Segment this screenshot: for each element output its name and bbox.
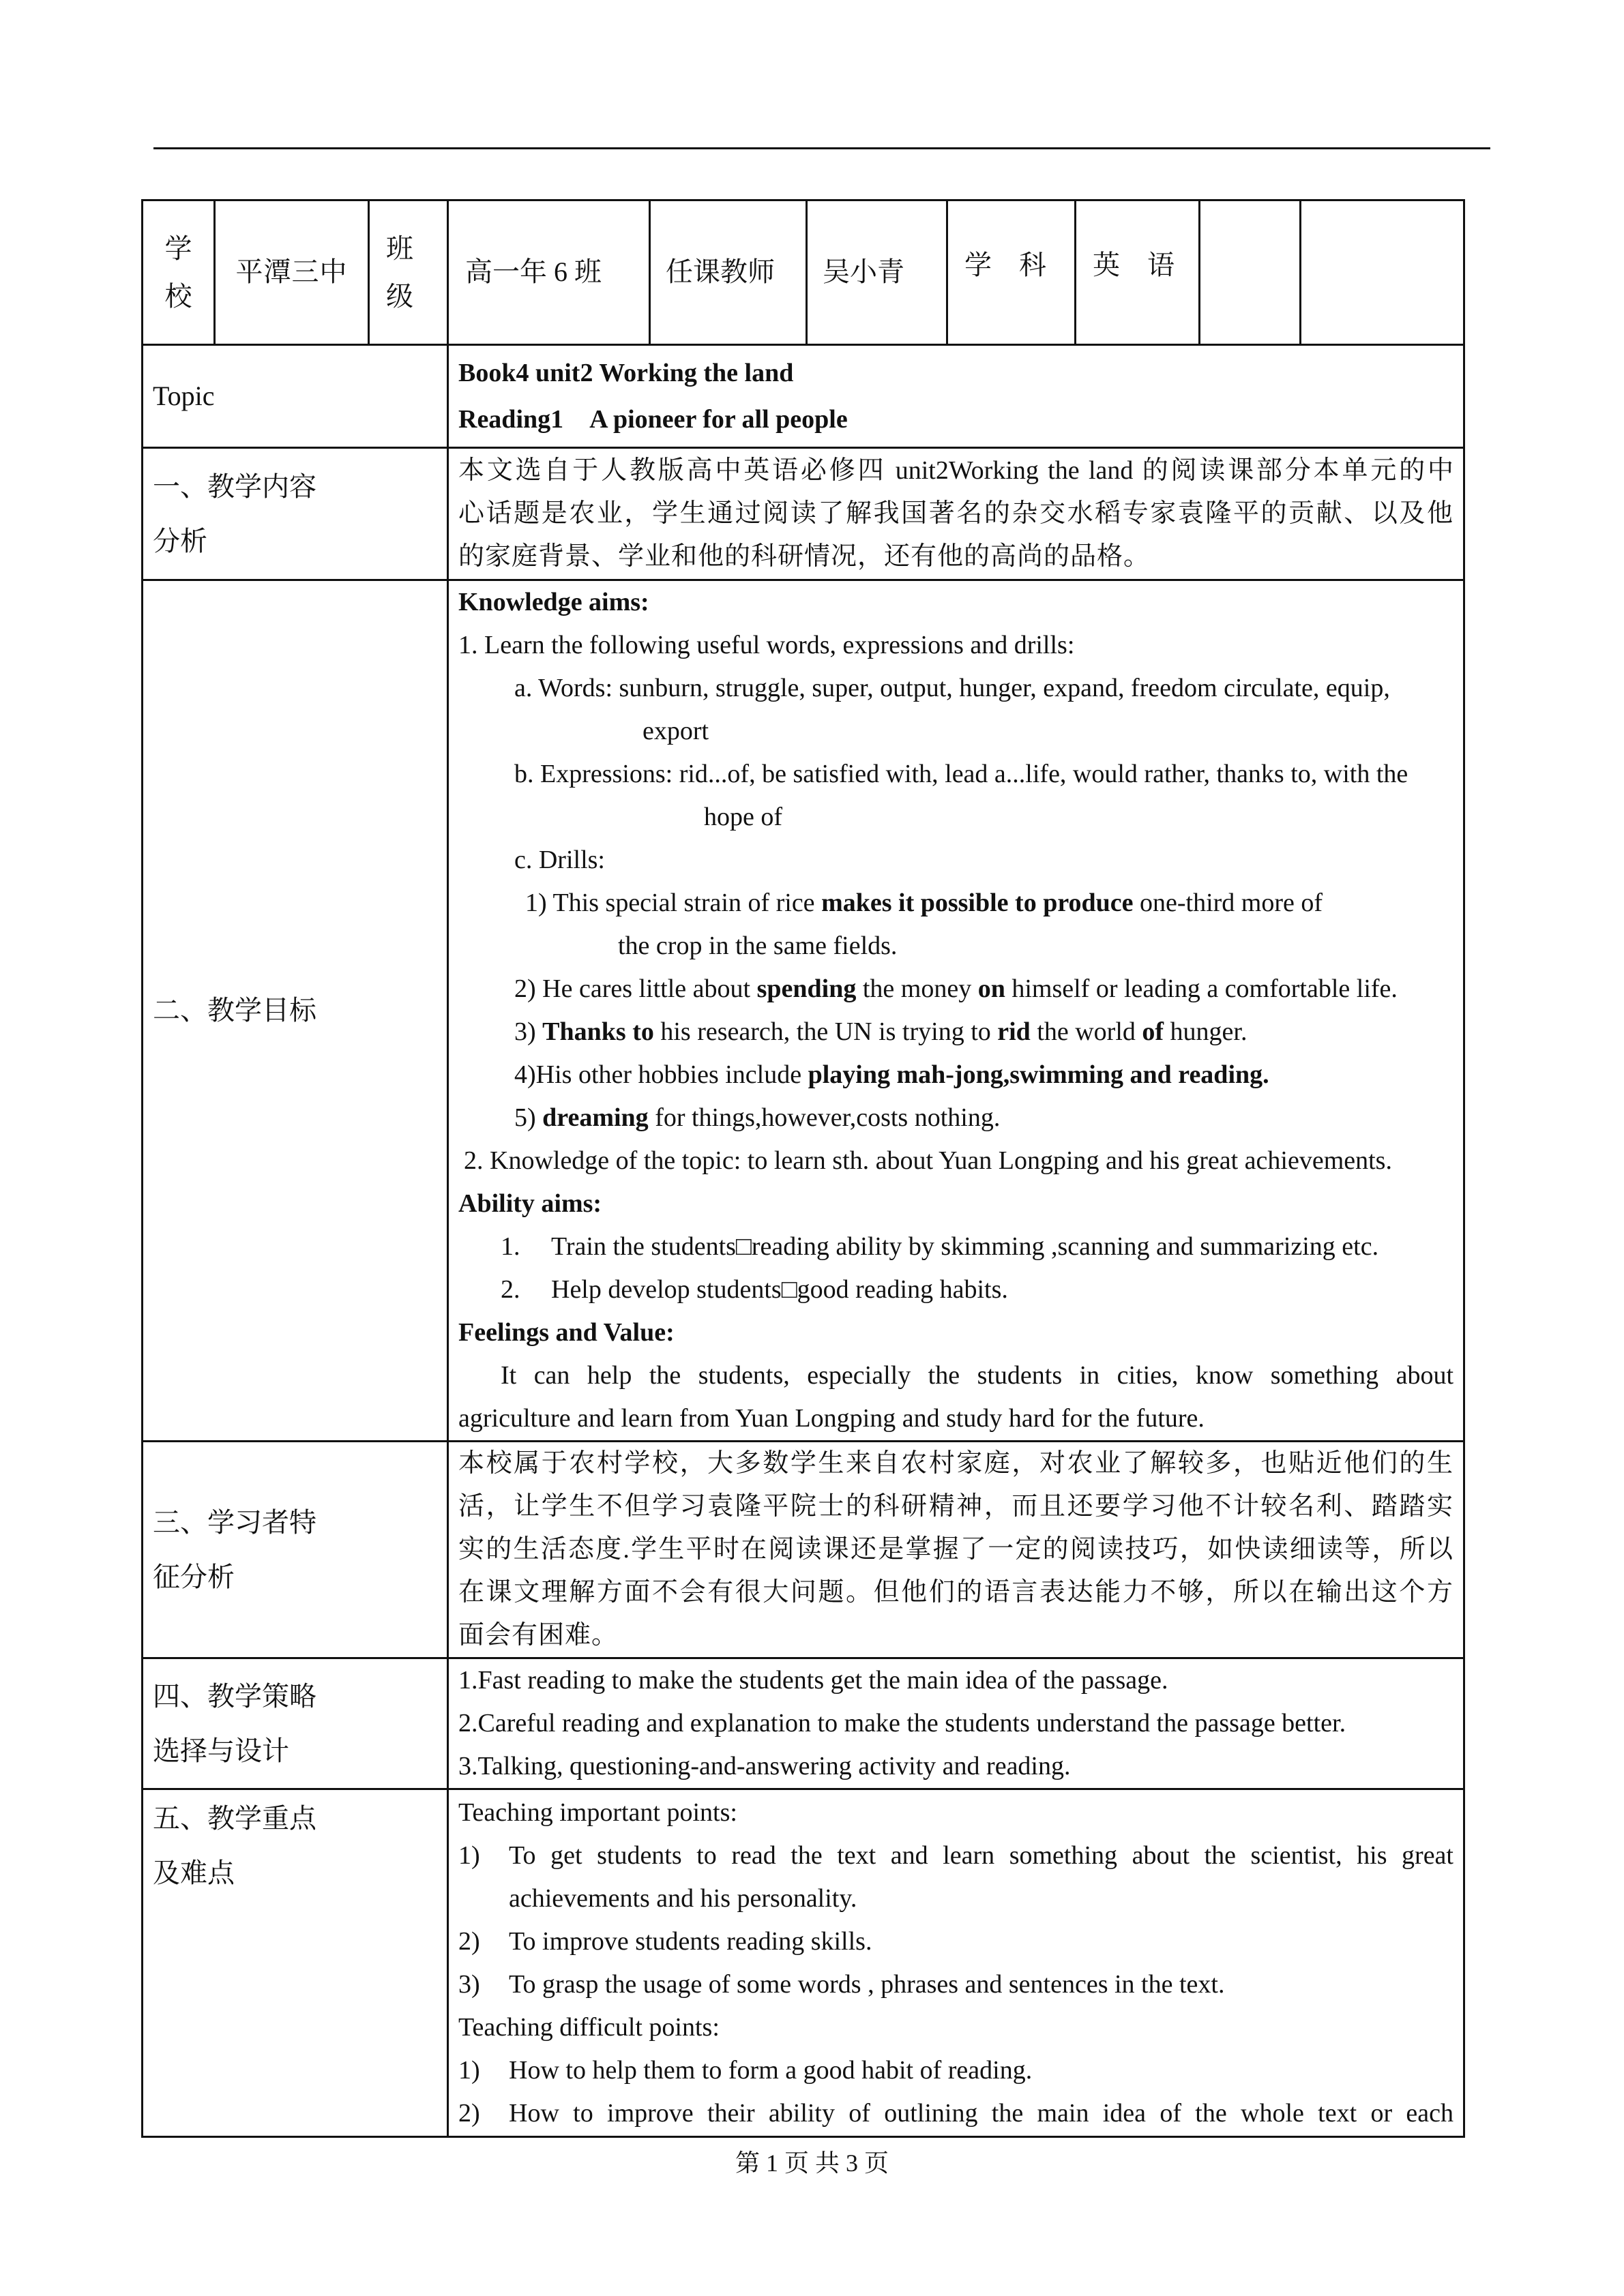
section1-row [143,448,1464,580]
body-line: 2. Knowledge of the topic: to learn sth. about Yuan Longping and his great achievements. [464,1146,1392,1175]
list-item: achievements and his personality. [509,1883,857,1913]
list-item: 1) How to help them to form a good habit of reading. [458,2055,1033,2085]
section4-label-cell [143,1658,448,1789]
ability-item: 2. Help develop students□good reading habits. [501,1275,1008,1304]
body-line: 2.Careful reading and explanation to make the students understand the passage better. [458,1709,1346,1738]
section-label: 二、教学目标 [153,995,316,1026]
school-value-cell [215,200,369,345]
body-line: a. Words: sunburn, struggle, super, output, hunger, expand, freedom circulate, equip, [514,674,1390,702]
class-label: 班 级 [386,233,413,312]
topic-line: Book4 unit2 Working the land [458,359,794,387]
section-label: 分析 [153,525,207,556]
topic-line: Reading1 A pioneer for all people [458,405,848,434]
body-line: c. Drills: [514,846,605,874]
body-line: 本文选自于人教版高中英语必修四 unit2Working the land 的阅读课部分本单元的中 [458,456,1453,485]
section4-content [448,1658,1464,1789]
section2-label-cell [143,580,448,1442]
list-item: 2) To improve students reading skills. [458,1926,872,1956]
body-line: hope of [704,803,783,831]
school-label: 学 校 [164,233,192,312]
section-label: 选择与设计 [153,1735,289,1766]
section1-content [448,448,1464,580]
section-label: 五、教学重点 [153,1803,316,1834]
body-line: b. Expressions: rid...of, be satisfied with, lead a...life, would rather, thanks to, with the [514,760,1408,788]
lesson-plan-table [141,199,1465,2138]
body-line: 1.Fast reading to make the students get the main idea of the passage. [458,1666,1168,1695]
section5-row [143,1789,1464,2137]
body-line: 的家庭背景、学业和他的科研情况，还有他的高尚的品格。 [458,542,1151,571]
body-line: 面会有困难。 [458,1621,619,1650]
drill-line: 2) He cares little about spending the money on himself or leading a comfortable life. [514,974,1398,1003]
section5-content [448,1789,1464,2137]
header-row [143,200,1464,345]
section3-content [448,1442,1464,1658]
section3-label-cell [143,1442,448,1658]
body-line: 在课文理解方面不会有很大问题。但他们的语言表达能力不够，所以在输出这个方 [458,1578,1453,1607]
teacher-label: 任课教师 [666,256,775,287]
body-line: It can help the students, especially the students in cities, know something about [501,1361,1453,1390]
body-line: agriculture and learn from Yuan Longping and study hard for the future. [458,1404,1205,1433]
section-label: 征分析 [153,1561,235,1592]
section5-label-cell [143,1789,448,2137]
topic-row [143,345,1464,448]
section2-row [143,580,1464,1442]
difficult-heading: Teaching difficult points: [458,2012,720,2042]
ability-item: 1. Train the students□reading ability by skimming ,scanning and summarizing etc. [501,1232,1379,1261]
important-heading: Teaching important points: [458,1798,737,1827]
body-line: 1. Learn the following useful words, expressions and drills: [458,631,1075,659]
drill-line: the crop in the same fields. [618,931,898,960]
class-label-cell [369,200,448,345]
teacher-value: 吴小青 [823,256,904,287]
drill-line: 5) dreaming for things,however,costs nothing. [514,1103,1001,1132]
body-line: 3.Talking, questioning-and-answering activity and reading. [458,1752,1071,1780]
ability-heading: Ability aims: [458,1189,602,1218]
school-value: 平潭三中 [235,256,348,287]
section1-label-cell [143,448,448,580]
empty-cell [1200,200,1301,345]
class-value: 高一年 6 班 [465,256,602,287]
empty-cell [1301,200,1464,345]
section-label: 三、学习者特 [153,1506,316,1538]
topic-label-cell [143,345,448,448]
section-label: 一、教学内容 [153,471,316,502]
subject-value: 英 语 [1093,250,1175,280]
subject-label-cell [947,200,1076,345]
section4-row [143,1658,1464,1789]
school-label-cell [143,200,215,345]
section-label: 四、教学策略 [153,1680,316,1712]
section2-content [448,580,1464,1442]
list-item: 2) How to improve their ability of outlining the main idea of the whole text or each [458,2098,1453,2128]
feelings-heading: Feelings and Value: [458,1318,675,1347]
teacher-label-cell [650,200,807,345]
drill-line: 4)His other hobbies include playing mah-jong,swimming and reading. [514,1060,1269,1089]
section-label: 及难点 [153,1858,235,1888]
subject-value-cell [1076,200,1200,345]
drill-line: 3) Thanks to his research, the UN is trying to rid the world of hunger. [514,1017,1247,1046]
drill-line: 1) This special strain of rice makes it possible to produce one-third more of [525,889,1323,917]
topic-label: Topic [153,381,215,411]
list-item: 3) To grasp the usage of some words , phrases and sentences in the text. [458,1969,1225,1999]
body-line: 活，让学生不但学习袁隆平院士的科研精神，而且还要学习他不计较名利、踏踏实 [458,1492,1453,1521]
page-footer: 第 1 页 共 3 页 [735,2149,889,2177]
subject-label: 学 科 [964,250,1046,280]
header-rule [153,147,1490,149]
knowledge-heading: Knowledge aims: [458,588,649,616]
body-line: 实的生活态度.学生平时在阅读课还是掌握了一定的阅读技巧，如快读细读等，所以 [458,1535,1453,1564]
class-value-cell [448,200,650,345]
section3-row [143,1442,1464,1658]
body-line: 本校属于农村学校，大多数学生来自农村家庭，对农业了解较多，也贴近他们的生 [458,1449,1453,1478]
topic-content [448,345,1464,448]
body-line: export [643,717,709,745]
teacher-value-cell [807,200,947,345]
body-line: 心话题是农业，学生通过阅读了解我国著名的杂交水稻专家袁隆平的贡献、以及他 [458,499,1453,528]
list-item: 1) To get students to read the text and learn something about the scientist, his great [458,1840,1453,1870]
